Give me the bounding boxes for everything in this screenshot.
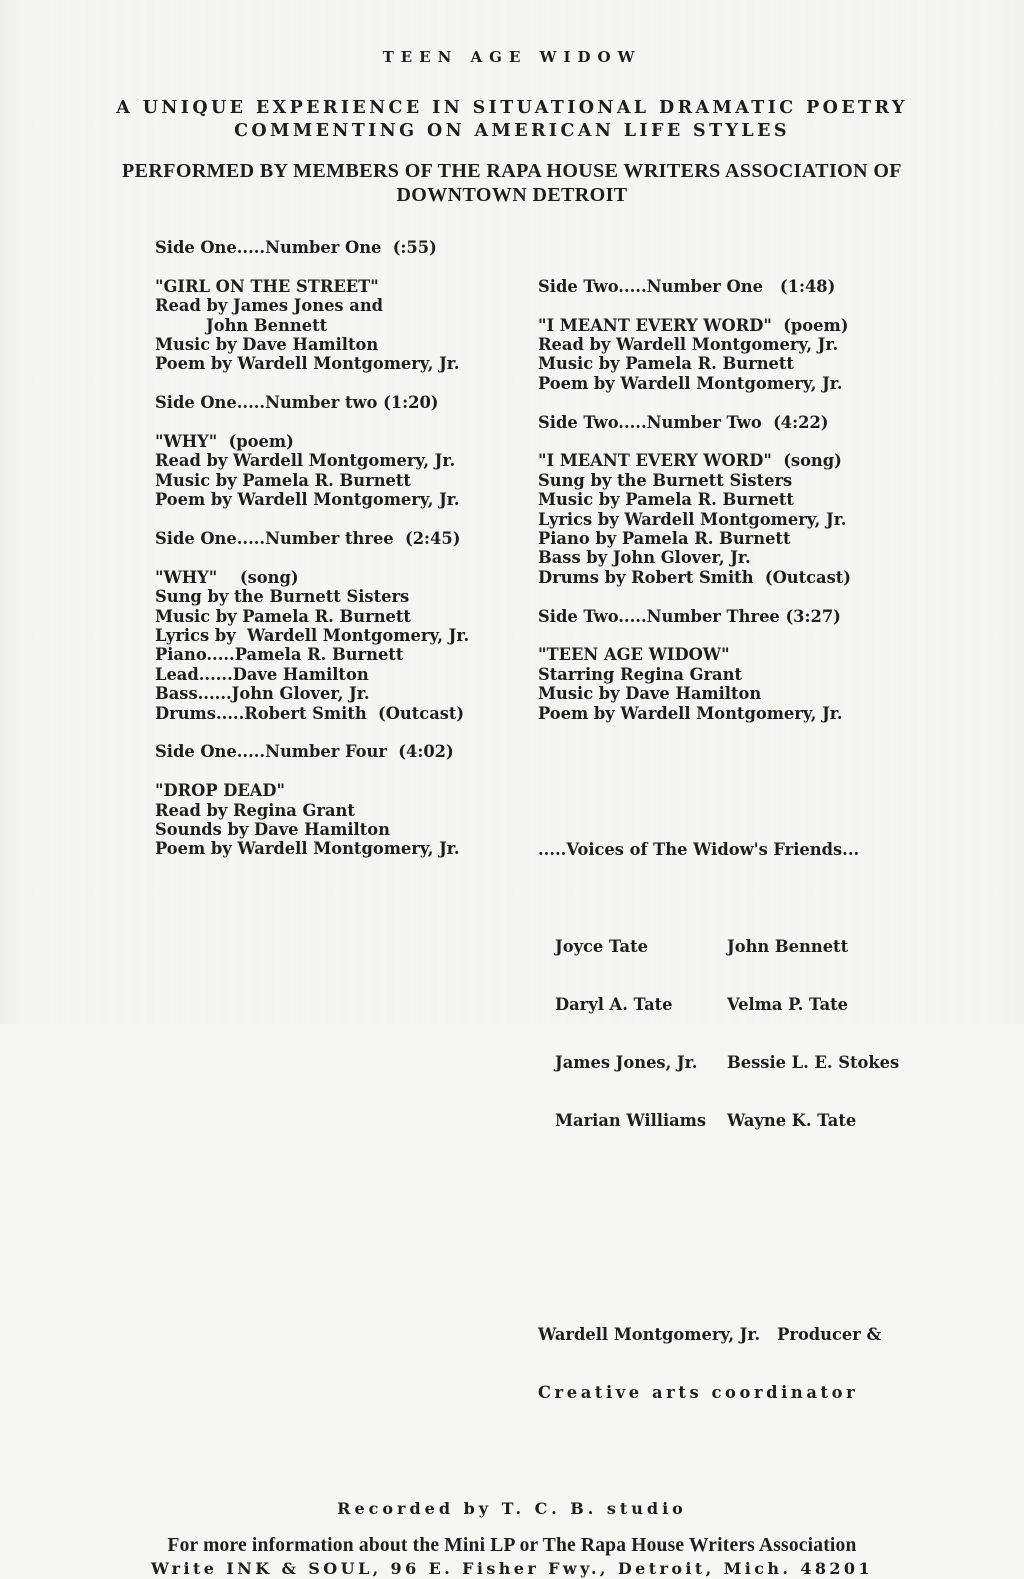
text-line: Music by Pamela R. Burnett [538, 490, 794, 510]
voices-row [555, 995, 1024, 1014]
text-line: Side One.....Number One (:55) [155, 238, 437, 257]
text-line: "DROP DEAD" [155, 781, 285, 801]
text-line: "I MEANT EVERY WORD" (poem) [538, 315, 849, 335]
text-line: Poem by Wardell Montgomery, Jr. [538, 703, 843, 723]
text-line: Drums by Robert Smith (Outcast) [538, 567, 851, 587]
voices-heading: .....Voices of The Widow's Friends... [538, 839, 860, 859]
track-paragraph [155, 277, 538, 374]
text-line: Poem by Wardell Montgomery, Jr. [538, 373, 843, 393]
tracklist-columns [0, 238, 1024, 1480]
track-paragraph [538, 277, 1024, 296]
text-line: Music by Pamela R. Burnett [155, 470, 411, 490]
text-line: Side One.....Number two (1:20) [155, 393, 439, 413]
producer-line-1: Wardell Montgomery, Jr. Producer & [538, 1324, 882, 1344]
track-paragraph [155, 781, 538, 859]
contact-line-2: Write INK & SOUL, 96 E. Fisher Fwy., Detroit, Mich. 48201 [151, 1558, 873, 1578]
track-paragraph [155, 238, 538, 257]
text-line: Music by Pamela R. Burnett [155, 606, 411, 626]
text-line: Sung by the Burnett Sisters [538, 470, 793, 490]
performed-line-1: PERFORMED BY MEMBERS OF THE RAPA HOUSE WRITERS ASSOCIATION OF [122, 160, 902, 182]
text-line: Sounds by Dave Hamilton [155, 820, 390, 840]
track-paragraph [538, 451, 1024, 587]
text-line: Lyrics by Wardell Montgomery, Jr. [155, 626, 470, 646]
voices-row [555, 937, 1024, 956]
text-line: Bass by John Glover, Jr. [538, 548, 751, 568]
subtitle-line-2: COMMENTING ON AMERICAN LIFE STYLES [234, 121, 790, 141]
track-paragraph [155, 529, 538, 548]
track-paragraph [155, 742, 538, 761]
side-two-tracks [538, 277, 1024, 723]
voice-name: Velma P. Tate [727, 994, 848, 1014]
text-line: Music by Dave Hamilton [155, 335, 379, 355]
text-line: "I MEANT EVERY WORD" (song) [538, 451, 842, 471]
text-line: Side Two.....Number Two (4:22) [538, 412, 829, 432]
album-title: TEEN AGE WIDOW [382, 48, 642, 66]
voice-name: Bessie L. E. Stokes [727, 1052, 900, 1072]
voice-name: Wayne K. Tate [727, 1111, 857, 1131]
text-line: Sung by the Burnett Sisters [155, 587, 410, 607]
track-paragraph [538, 316, 1024, 394]
text-line: Side Two.....Number Three (3:27) [538, 606, 841, 626]
voice-name: Marian Williams [555, 1111, 707, 1131]
track-paragraph [538, 413, 1024, 432]
text-line: Drums.....Robert Smith (Outcast) [155, 703, 465, 723]
subtitle-line-1: A UNIQUE EXPERIENCE IN SITUATIONAL DRAMATIC POETRY [116, 98, 908, 118]
text-line: Starring Regina Grant [538, 664, 742, 684]
text-line: "GIRL ON THE STREET" [155, 276, 379, 296]
text-line: "WHY" (poem) [155, 432, 294, 452]
track-paragraph [155, 393, 538, 412]
voice-name: John Bennett [727, 936, 849, 956]
voice-name: James Jones, Jr. [555, 1052, 698, 1072]
voice-name: Daryl A. Tate [555, 994, 673, 1014]
voices-row [555, 1053, 1024, 1072]
text-line: Lyrics by Wardell Montgomery, Jr. [538, 509, 847, 529]
text-line: Read by Wardell Montgomery, Jr. [155, 451, 456, 471]
text-line: Poem by Wardell Montgomery, Jr. [155, 490, 460, 510]
voices-name-list [538, 898, 1024, 1170]
performed-line-2: DOWNTOWN DETROIT [396, 184, 628, 206]
text-line: Piano.....Pamela R. Burnett [155, 645, 404, 665]
recorded-by-line: Recorded by T. C. B. studio [337, 1498, 687, 1518]
tracklist-side-two [538, 238, 1024, 1480]
tracklist-side-one [155, 238, 538, 859]
voices-section [538, 801, 1024, 1209]
text-line: Bass......John Glover, Jr. [155, 684, 370, 704]
text-line: Music by Dave Hamilton [538, 684, 762, 704]
text-line: Poem by Wardell Montgomery, Jr. [155, 354, 460, 374]
text-line: Read by James Jones and [155, 296, 384, 316]
text-line: Music by Pamela R. Burnett [538, 354, 794, 374]
track-paragraph [538, 645, 1024, 723]
text-line: John Bennett [155, 315, 328, 335]
text-line: Read by Regina Grant [155, 800, 355, 820]
text-line: Read by Wardell Montgomery, Jr. [538, 335, 839, 355]
text-line: "WHY" (song) [155, 567, 299, 587]
voices-row [555, 1111, 1024, 1130]
contact-line-1: For more information about the Mini LP or The Rapa House Writers Association [167, 1534, 857, 1556]
producer-credit [538, 1286, 1024, 1441]
performed-credit [0, 159, 1024, 207]
producer-line-2: Creative arts coordinator [538, 1382, 859, 1402]
track-paragraph [538, 607, 1024, 626]
text-line: "TEEN AGE WIDOW" [538, 645, 730, 665]
text-line: Piano by Pamela R. Burnett [538, 529, 791, 549]
voice-name: Joyce Tate [555, 936, 648, 956]
album-subtitle [0, 97, 1024, 143]
text-line: Side Two.....Number One (1:48) [538, 276, 836, 296]
contact-info [0, 1535, 1024, 1579]
text-line: Side One.....Number three (2:45) [155, 529, 461, 549]
track-paragraph [155, 568, 538, 723]
text-line: Lead......Dave Hamilton [155, 664, 369, 684]
text-line: Poem by Wardell Montgomery, Jr. [155, 839, 460, 859]
track-paragraph [155, 432, 538, 510]
text-line: Side One.....Number Four (4:02) [155, 742, 454, 762]
